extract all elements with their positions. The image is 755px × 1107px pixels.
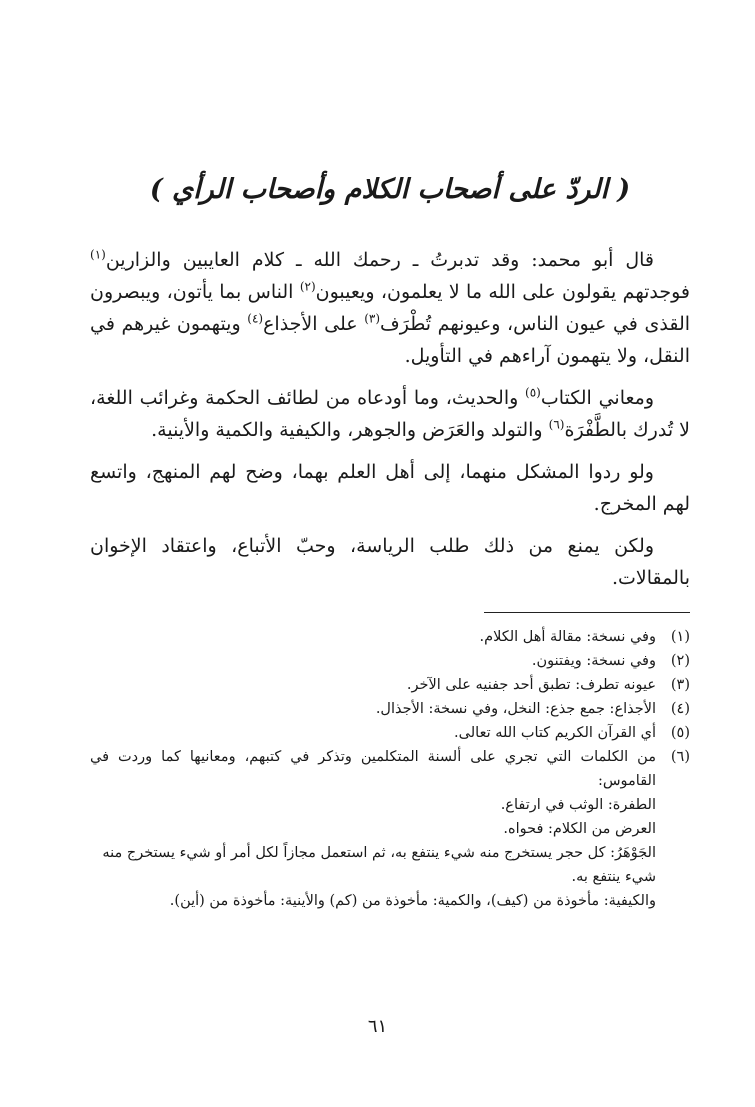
paragraph-1-seg-5: ويتهمون غيرهم في النقل، ولا يتهمون آراءهم في التأويل. (90, 313, 690, 367)
footnote-number: (٥) (670, 725, 690, 741)
paragraph-4-text: ولكن يمنع من ذلك طلب الرياسة، وحبّ الأتباع، واعتقاد الإخوان بالمقالات. (90, 535, 690, 589)
footnote-ref-3[interactable]: (٣) (364, 311, 381, 326)
footnote-ref-4[interactable]: (٤) (247, 311, 264, 326)
footnote-text: وفي نسخة: مقالة أهل الكلام. (479, 629, 656, 645)
paragraph-1-seg-1: قال أبو محمد: وقد تدبرتُ ـ رحمك الله ـ كلام العايبين والزارين (105, 249, 654, 271)
paragraph-1-seg-2: فوجدتهم يقولون على الله ما لا يعلمون، ويعيبون (315, 281, 690, 303)
footnote-detail: العرض من الكلام: فحواه. (503, 821, 656, 837)
footnote-text: وفي نسخة: ويفتنون. (531, 653, 656, 669)
footnote-item (90, 625, 690, 649)
paragraph-4 (90, 530, 690, 594)
footnote-item (90, 673, 690, 697)
footnote-item (90, 745, 690, 793)
footnote-number: (٤) (670, 701, 690, 717)
paragraph-3 (90, 456, 690, 520)
footnote-text: عيونه تطرف: تطبق أحد جفنيه على الآخر. (406, 677, 656, 693)
footnote-number: (١) (670, 629, 690, 645)
paragraph-2-seg-3: والتولد والعَرَض والجوهر، والكيفية والكمية والأينية. (151, 419, 543, 441)
paragraph-2-seg-1: ومعاني الكتاب (540, 387, 654, 409)
footnote-ref-5[interactable]: (٥) (525, 385, 541, 400)
footnote-item (90, 721, 690, 745)
paragraph-3-text: ولو ردوا المشكل منهما، إلى أهل العلم بهما، وضح لهم المنهج، واتسع لهم المخرج. (90, 461, 690, 515)
footnote-detail: الجَوْهَرُ: كل حجر يستخرج منه شيء ينتفع به، ثم استعمل مجازاً لكل أمر أو شيء يستخرج منه شيء ينتفع به. (102, 845, 656, 885)
footnote-detail: والكيفية: مأخوذة من (كيف)، والكمية: مأخوذة من (كم) والأينية: مأخوذة من (أين). (169, 893, 656, 909)
paragraph-2 (90, 382, 690, 446)
footnote-detail: الطفرة: الوثب في ارتفاع. (500, 797, 656, 813)
page-number: ٦١ (367, 1016, 388, 1037)
footnote-number: (٢) (670, 653, 690, 669)
paragraph-1-seg-3: الناس بما يأتون، ويبصرون القذى في عيون الناس، وعيونهم تُطْرَف (90, 281, 691, 335)
footnote-ref-6[interactable]: (٦) (548, 417, 565, 432)
section-title: ( الردّ على أصحاب الكلام وأصحاب الرأي ) (149, 174, 631, 205)
paragraph-1-seg-4: على الأجذاع (263, 313, 358, 335)
footnote-ref-2[interactable]: (٢) (299, 279, 316, 294)
footnote-ref-1[interactable]: (١) (90, 247, 106, 262)
footnote-item (90, 649, 690, 673)
paragraph-1 (90, 244, 690, 372)
footnote-text: أي القرآن الكريم كتاب الله تعالى. (454, 725, 656, 741)
paragraph-2-seg-2: والحديث، وما أودعاه من لطائف الحكمة وغرائب اللغة، لا تُدرك بالطَّفْرَة (90, 387, 690, 441)
footnote-text: من الكلمات التي تجري على ألسنة المتكلمين وتذكر في كتبهم، ومعانيها كما وردت في القاموس: (90, 749, 656, 789)
footnote-number: (٦) (670, 749, 690, 765)
footnote-number: (٣) (670, 677, 690, 693)
footnote-item (90, 697, 690, 721)
footnotes-list (90, 625, 690, 793)
page-body (90, 168, 690, 913)
footnote-text: الأجذاع: جمع جذع: النخل، وفي نسخة: الأجذال. (375, 701, 656, 717)
footnote-divider (484, 612, 690, 613)
